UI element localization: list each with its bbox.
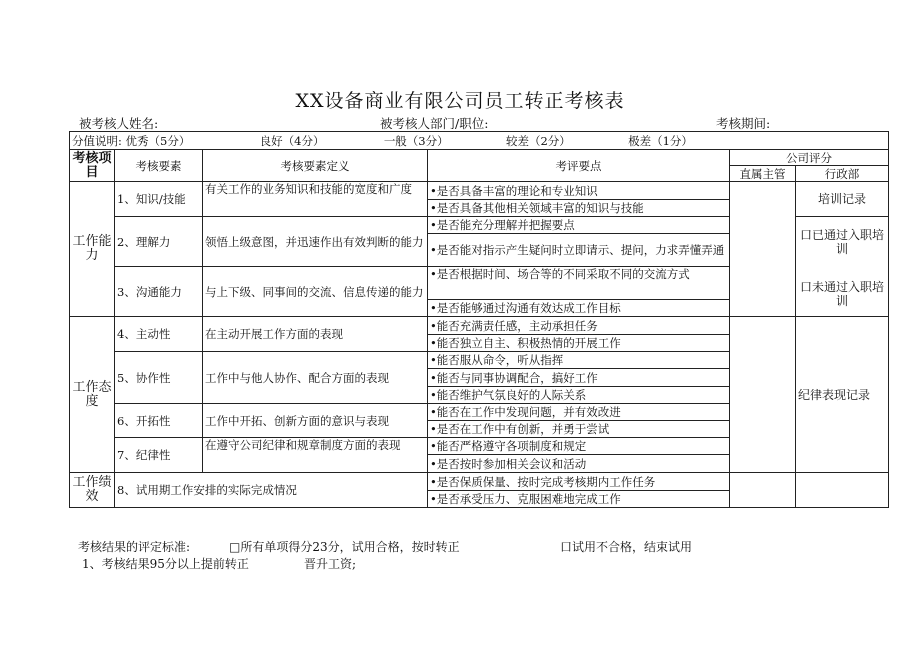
point-cell: •是否能够通过沟通有效达成工作目标 (428, 300, 730, 317)
criteria-label: 考核结果的评定标准: (78, 540, 191, 554)
point-cell: •能否充满责任感，主动承担任务 (428, 317, 730, 335)
definition-cell: 在遵守公司纪律和规章制度方面的表现 (203, 438, 428, 473)
header-element: 考核要素 (115, 150, 203, 182)
pass-rule[interactable]: □所有单项得分23分，试用合格，按时转正 (229, 540, 460, 554)
point-cell: •是否按时参加相关会议和活动 (428, 455, 730, 473)
page-title: XX设备商业有限公司员工转正考核表 (295, 90, 625, 112)
point-cell: •能否严格遵守各项制度和规定 (428, 438, 730, 455)
legend-excellent: 优秀（5分） (125, 133, 191, 148)
header-direct-manager: 直属主管 (730, 166, 796, 182)
definition-cell: 工作中与他人协作、配合方面的表现 (203, 352, 428, 404)
element-cell: 1、知识/技能 (115, 182, 203, 217)
point-cell: •能否独立自主、积极热情的开展工作 (428, 335, 730, 352)
point-cell: •能否与同事协调配合，搞好工作 (428, 369, 730, 387)
discipline-record-cell (796, 317, 889, 473)
element-cell: 6、开拓性 (115, 404, 203, 438)
definition-cell: 与上下级、同事间的交流、信息传递的能力 (203, 267, 428, 317)
point-cell: •能否在工作中发现问题，并有效改进 (428, 404, 730, 421)
manager-score-cell[interactable] (730, 473, 796, 508)
definition-cell: 在主动开展工作方面的表现 (203, 317, 428, 352)
header-definition: 考核要素定义 (203, 150, 428, 182)
manager-score-cell[interactable] (730, 317, 796, 473)
element-cell: 3、沟通能力 (115, 267, 203, 317)
passed-training-option[interactable]: 口已通过入职培训 (800, 227, 885, 256)
point-cell: •是否保质保量、按时完成考核期内工作任务 (428, 473, 730, 491)
point-cell: •是否具备其他相关领域丰富的知识与技能 (428, 200, 730, 217)
legend-prefix: 分值说明: (72, 133, 122, 148)
legend-good: 良好（4分） (259, 133, 325, 148)
legend-poor: 较差（2分） (505, 133, 571, 148)
legend-average: 一般（3分） (383, 133, 449, 148)
header-project: 考核项目 (70, 150, 115, 182)
group-name: 工作绩效 (70, 473, 115, 508)
element-cell: 5、协作性 (115, 352, 203, 404)
definition-cell: 工作中开拓、创新方面的意识与表现 (203, 404, 428, 438)
header-company-score: 公司评分 (730, 150, 889, 166)
header-admin-dept: 行政部 (796, 166, 889, 182)
training-record-label: 培训记录 (818, 192, 867, 206)
name-label: 被考核人姓名: (79, 116, 159, 131)
point-cell: •能否维护气氛良好的人际关系 (428, 387, 730, 404)
header-points: 考评要点 (428, 150, 730, 182)
early-rule: 1、考核结果95分以上提前转正 (82, 557, 249, 571)
score-legend (70, 132, 889, 150)
element-cell: 8、试用期工作安排的实际完成情况 (115, 473, 428, 508)
element-cell: 4、主动性 (115, 317, 203, 352)
discipline-record-label: 纪律表现记录 (798, 387, 871, 402)
point-cell: •是否在工作中有创新，并勇于尝试 (428, 421, 730, 438)
point-cell: •是否能对指示产生疑问时立即请示、提问，力求弄懂弄通 (428, 234, 730, 267)
definition-cell: 领悟上级意图，并迅速作出有效判断的能力 (203, 217, 428, 267)
point-cell: •是否承受压力、克服困难地完成工作 (428, 491, 730, 508)
training-record-cell (796, 182, 889, 217)
dept-position-label: 被考核人部门/职位: (380, 116, 489, 131)
group-name: 工作能力 (70, 182, 115, 317)
manager-score-cell[interactable] (730, 182, 796, 317)
point-cell: •能否服从命令，听从指挥 (428, 352, 730, 369)
element-cell: 7、纪律性 (115, 438, 203, 473)
raise-label: 晋升工资; (304, 557, 357, 571)
not-passed-training-option[interactable]: 口未通过入职培训 (800, 279, 885, 308)
point-cell: •是否具备丰富的理论和专业知识 (428, 182, 730, 200)
point-cell: •是否根据时间、场合等的不同采取不同的交流方式 (428, 267, 730, 300)
point-cell: •是否能充分理解并把握要点 (428, 217, 730, 234)
fail-rule[interactable]: 口试用不合格，结束试用 (560, 540, 693, 554)
admin-score-cell[interactable] (796, 473, 889, 508)
evaluation-table (69, 131, 889, 508)
element-cell: 2、理解力 (115, 217, 203, 267)
training-status-cell (796, 217, 889, 317)
legend-very-poor: 极差（1分） (628, 133, 693, 148)
group-name: 工作态度 (70, 317, 115, 473)
definition-cell: 有关工作的业务知识和技能的宽度和广度 (203, 182, 428, 217)
period-label: 考核期间: (716, 116, 771, 131)
